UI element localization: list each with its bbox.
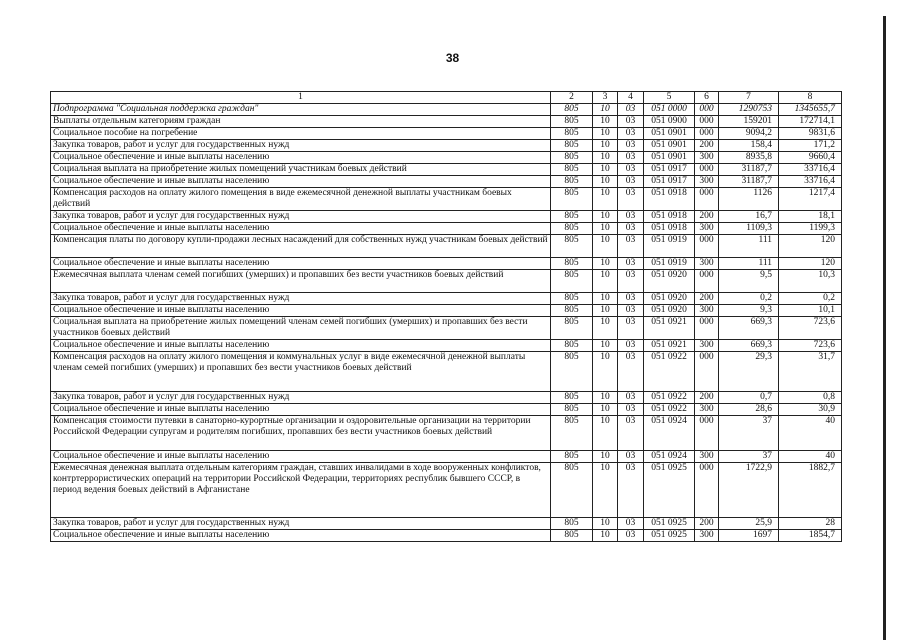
row-value-cell: 000 xyxy=(695,116,719,128)
row-name-cell: Выплаты отдельным категориям граждан xyxy=(51,116,551,128)
row-value-cell: 000 xyxy=(695,164,719,176)
row-value-cell: 051 0922 xyxy=(644,404,695,416)
row-name-cell: Компенсация платы по договору купли-продажи лесных насаждений для собственных нужд участникам боевых действий xyxy=(51,235,551,258)
table-row xyxy=(51,317,842,340)
row-value-cell: 300 xyxy=(695,451,719,463)
header-cell: 6 xyxy=(695,92,719,104)
row-value-cell: 051 0920 xyxy=(644,305,695,317)
table-row xyxy=(51,211,842,223)
row-value-cell: 172714,1 xyxy=(779,116,842,128)
row-value-cell: 1217,4 xyxy=(779,188,842,211)
row-value-cell: 10 xyxy=(593,518,618,530)
row-value-cell: 03 xyxy=(618,392,644,404)
table-row xyxy=(51,530,842,542)
row-value-cell: 10 xyxy=(593,530,618,542)
row-value-cell: 1722,9 xyxy=(719,463,779,518)
row-value-cell: 10 xyxy=(593,104,618,116)
row-value-cell: 37 xyxy=(719,416,779,451)
row-value-cell: 03 xyxy=(618,451,644,463)
row-value-cell: 30,9 xyxy=(779,404,842,416)
table-row xyxy=(51,258,842,270)
row-name-cell: Социальное обеспечение и иные выплаты населению xyxy=(51,223,551,235)
table-row xyxy=(51,116,842,128)
table-row xyxy=(51,293,842,305)
row-name-cell: Закупка товаров, работ и услуг для государственных нужд xyxy=(51,293,551,305)
row-value-cell: 03 xyxy=(618,152,644,164)
row-value-cell: 28,6 xyxy=(719,404,779,416)
table-row xyxy=(51,128,842,140)
row-value-cell: 805 xyxy=(551,317,593,340)
row-value-cell: 111 xyxy=(719,235,779,258)
table-row xyxy=(51,518,842,530)
table-row xyxy=(51,188,842,211)
row-value-cell: 10 xyxy=(593,416,618,451)
row-value-cell: 158,4 xyxy=(719,140,779,152)
row-value-cell: 805 xyxy=(551,258,593,270)
row-value-cell: 805 xyxy=(551,340,593,352)
row-value-cell: 0,8 xyxy=(779,392,842,404)
row-value-cell: 051 0925 xyxy=(644,530,695,542)
row-value-cell: 805 xyxy=(551,416,593,451)
row-value-cell: 03 xyxy=(618,270,644,293)
row-value-cell: 03 xyxy=(618,340,644,352)
row-value-cell: 10 xyxy=(593,235,618,258)
row-value-cell: 10 xyxy=(593,463,618,518)
row-value-cell: 9,5 xyxy=(719,270,779,293)
table-row xyxy=(51,463,842,518)
row-value-cell: 28 xyxy=(779,518,842,530)
row-value-cell: 31187,7 xyxy=(719,164,779,176)
table-row xyxy=(51,416,842,451)
row-value-cell: 805 xyxy=(551,293,593,305)
row-value-cell: 10 xyxy=(593,258,618,270)
row-value-cell: 805 xyxy=(551,451,593,463)
row-value-cell: 1199,3 xyxy=(779,223,842,235)
row-value-cell: 159201 xyxy=(719,116,779,128)
row-value-cell: 10 xyxy=(593,451,618,463)
row-value-cell: 200 xyxy=(695,211,719,223)
row-value-cell: 051 0901 xyxy=(644,140,695,152)
row-value-cell: 03 xyxy=(618,317,644,340)
row-value-cell: 10 xyxy=(593,140,618,152)
row-name-cell: Социальное обеспечение и иные выплаты населению xyxy=(51,152,551,164)
row-value-cell: 03 xyxy=(618,404,644,416)
row-value-cell: 805 xyxy=(551,518,593,530)
row-value-cell: 051 0901 xyxy=(644,152,695,164)
row-value-cell: 18,1 xyxy=(779,211,842,223)
row-value-cell: 805 xyxy=(551,188,593,211)
row-value-cell: 000 xyxy=(695,104,719,116)
row-value-cell: 1854,7 xyxy=(779,530,842,542)
row-value-cell: 40 xyxy=(779,451,842,463)
row-name-cell: Социальное обеспечение и иные выплаты населению xyxy=(51,451,551,463)
row-value-cell: 33716,4 xyxy=(779,164,842,176)
row-value-cell: 300 xyxy=(695,305,719,317)
row-value-cell: 10 xyxy=(593,404,618,416)
table-row xyxy=(51,404,842,416)
table-row xyxy=(51,340,842,352)
row-value-cell: 051 0918 xyxy=(644,223,695,235)
scan-edge-rule xyxy=(883,16,886,640)
row-value-cell: 171,2 xyxy=(779,140,842,152)
row-value-cell: 03 xyxy=(618,188,644,211)
row-value-cell: 0,2 xyxy=(779,293,842,305)
row-value-cell: 8935,8 xyxy=(719,152,779,164)
table-row xyxy=(51,164,842,176)
row-value-cell: 000 xyxy=(695,128,719,140)
row-value-cell: 03 xyxy=(618,463,644,518)
row-value-cell: 10 xyxy=(593,293,618,305)
table-row xyxy=(51,305,842,317)
header-cell: 3 xyxy=(593,92,618,104)
row-value-cell: 03 xyxy=(618,116,644,128)
row-value-cell: 805 xyxy=(551,352,593,392)
row-value-cell: 051 0922 xyxy=(644,392,695,404)
table-row xyxy=(51,451,842,463)
row-value-cell: 300 xyxy=(695,258,719,270)
row-value-cell: 300 xyxy=(695,530,719,542)
header-cell: 1 xyxy=(51,92,551,104)
row-value-cell: 805 xyxy=(551,305,593,317)
row-value-cell: 40 xyxy=(779,416,842,451)
row-name-cell: Закупка товаров, работ и услуг для государственных нужд xyxy=(51,140,551,152)
row-value-cell: 051 0900 xyxy=(644,116,695,128)
row-value-cell: 300 xyxy=(695,223,719,235)
row-value-cell: 0,2 xyxy=(719,293,779,305)
row-value-cell: 03 xyxy=(618,416,644,451)
row-name-cell: Закупка товаров, работ и услуг для государственных нужд xyxy=(51,211,551,223)
row-value-cell: 805 xyxy=(551,235,593,258)
row-name-cell: Социальное обеспечение и иные выплаты населению xyxy=(51,258,551,270)
row-name-cell: Компенсация стоимости путевки в санаторно-курортные организации и оздоровительные организации на территории Российской Федерации супругам и родителям погибших, пропавших без вести участников боевых действий xyxy=(51,416,551,451)
row-value-cell: 10 xyxy=(593,305,618,317)
header-cell: 2 xyxy=(551,92,593,104)
row-value-cell: 805 xyxy=(551,104,593,116)
row-value-cell: 03 xyxy=(618,128,644,140)
row-name-cell: Социальное пособие на погребение xyxy=(51,128,551,140)
row-value-cell: 03 xyxy=(618,530,644,542)
row-value-cell: 669,3 xyxy=(719,317,779,340)
row-value-cell: 000 xyxy=(695,317,719,340)
row-value-cell: 000 xyxy=(695,235,719,258)
row-value-cell: 051 0920 xyxy=(644,293,695,305)
row-value-cell: 10 xyxy=(593,188,618,211)
row-value-cell: 200 xyxy=(695,518,719,530)
row-value-cell: 03 xyxy=(618,104,644,116)
row-value-cell: 10,3 xyxy=(779,270,842,293)
table-row xyxy=(51,392,842,404)
row-value-cell: 10 xyxy=(593,340,618,352)
row-value-cell: 051 0925 xyxy=(644,518,695,530)
row-value-cell: 000 xyxy=(695,270,719,293)
row-value-cell: 805 xyxy=(551,223,593,235)
row-value-cell: 200 xyxy=(695,140,719,152)
header-cell: 8 xyxy=(779,92,842,104)
row-value-cell: 03 xyxy=(618,140,644,152)
row-name-cell: Подпрограмма "Социальная поддержка граждан" xyxy=(51,104,551,116)
row-value-cell: 000 xyxy=(695,416,719,451)
row-value-cell: 03 xyxy=(618,352,644,392)
row-value-cell: 31,7 xyxy=(779,352,842,392)
row-value-cell: 805 xyxy=(551,404,593,416)
row-value-cell: 805 xyxy=(551,176,593,188)
row-name-cell: Закупка товаров, работ и услуг для государственных нужд xyxy=(51,518,551,530)
row-value-cell: 000 xyxy=(695,352,719,392)
row-value-cell: 10 xyxy=(593,164,618,176)
row-name-cell: Компенсация расходов на оплату жилого помещения и коммунальных услуг в виде ежемесячной денежной выплаты членам семей погибших (умерших) и пропавших без вести участников боевых действий xyxy=(51,352,551,392)
row-value-cell: 1126 xyxy=(719,188,779,211)
row-value-cell: 805 xyxy=(551,463,593,518)
table-row xyxy=(51,140,842,152)
row-value-cell: 10,1 xyxy=(779,305,842,317)
row-value-cell: 10 xyxy=(593,270,618,293)
row-name-cell: Социальное обеспечение и иные выплаты населению xyxy=(51,404,551,416)
row-value-cell: 805 xyxy=(551,140,593,152)
row-value-cell: 051 0921 xyxy=(644,340,695,352)
row-value-cell: 10 xyxy=(593,392,618,404)
row-value-cell: 10 xyxy=(593,152,618,164)
row-value-cell: 0,7 xyxy=(719,392,779,404)
row-value-cell: 03 xyxy=(618,293,644,305)
row-value-cell: 9094,2 xyxy=(719,128,779,140)
row-value-cell: 16,7 xyxy=(719,211,779,223)
row-value-cell: 1109,3 xyxy=(719,223,779,235)
row-name-cell: Ежемесячная денежная выплата отдельным категориям граждан, ставших инвалидами в ходе вооруженных конфликтов, контртеррористических операций на территории Российской Федерации, территориях республик бывшего СССР, в период ведения боевых действий в Афганистане xyxy=(51,463,551,518)
table-row xyxy=(51,223,842,235)
row-value-cell: 37 xyxy=(719,451,779,463)
row-name-cell: Закупка товаров, работ и услуг для государственных нужд xyxy=(51,392,551,404)
row-value-cell: 051 0000 xyxy=(644,104,695,116)
row-value-cell: 051 0919 xyxy=(644,235,695,258)
row-value-cell: 051 0925 xyxy=(644,463,695,518)
row-value-cell: 051 0918 xyxy=(644,211,695,223)
row-value-cell: 03 xyxy=(618,305,644,317)
row-value-cell: 111 xyxy=(719,258,779,270)
row-value-cell: 1345655,7 xyxy=(779,104,842,116)
row-value-cell: 03 xyxy=(618,518,644,530)
table-header-row xyxy=(51,92,842,104)
row-value-cell: 805 xyxy=(551,211,593,223)
row-value-cell: 300 xyxy=(695,404,719,416)
row-value-cell: 051 0901 xyxy=(644,128,695,140)
row-value-cell: 200 xyxy=(695,293,719,305)
row-value-cell: 10 xyxy=(593,223,618,235)
row-value-cell: 03 xyxy=(618,223,644,235)
row-value-cell: 805 xyxy=(551,530,593,542)
row-name-cell: Социальное обеспечение и иные выплаты населению xyxy=(51,305,551,317)
row-value-cell: 051 0918 xyxy=(644,188,695,211)
header-cell: 5 xyxy=(644,92,695,104)
table-row xyxy=(51,270,842,293)
row-value-cell: 31187,7 xyxy=(719,176,779,188)
row-value-cell: 805 xyxy=(551,116,593,128)
row-value-cell: 051 0917 xyxy=(644,176,695,188)
row-value-cell: 10 xyxy=(593,317,618,340)
row-value-cell: 1290753 xyxy=(719,104,779,116)
row-name-cell: Социальная выплата на приобретение жилых помещений участникам боевых действий xyxy=(51,164,551,176)
row-name-cell: Социальное обеспечение и иные выплаты населению xyxy=(51,530,551,542)
row-value-cell: 03 xyxy=(618,211,644,223)
row-value-cell: 10 xyxy=(593,211,618,223)
row-value-cell: 10 xyxy=(593,116,618,128)
row-value-cell: 29,3 xyxy=(719,352,779,392)
row-value-cell: 300 xyxy=(695,152,719,164)
row-value-cell: 10 xyxy=(593,176,618,188)
row-value-cell: 000 xyxy=(695,463,719,518)
page-number: 38 xyxy=(445,51,460,65)
row-value-cell: 805 xyxy=(551,392,593,404)
row-value-cell: 051 0920 xyxy=(644,270,695,293)
row-value-cell: 10 xyxy=(593,128,618,140)
row-name-cell: Социальная выплата на приобретение жилых помещений членам семей погибших (умерших) и пропавших без вести участников боевых действий xyxy=(51,317,551,340)
row-value-cell: 723,6 xyxy=(779,317,842,340)
row-value-cell: 03 xyxy=(618,176,644,188)
row-value-cell: 1697 xyxy=(719,530,779,542)
row-value-cell: 000 xyxy=(695,188,719,211)
table-row xyxy=(51,152,842,164)
row-value-cell: 805 xyxy=(551,270,593,293)
row-value-cell: 1882,7 xyxy=(779,463,842,518)
row-value-cell: 669,3 xyxy=(719,340,779,352)
row-value-cell: 051 0922 xyxy=(644,352,695,392)
row-name-cell: Компенсация расходов на оплату жилого помещения в виде ежемесячной денежной выплаты участникам боевых действий xyxy=(51,188,551,211)
row-name-cell: Ежемесячная выплата членам семей погибших (умерших) и пропавших без вести участников боевых действий xyxy=(51,270,551,293)
table-row xyxy=(51,235,842,258)
row-value-cell: 051 0921 xyxy=(644,317,695,340)
table-row xyxy=(51,176,842,188)
row-value-cell: 051 0919 xyxy=(644,258,695,270)
row-name-cell: Социальное обеспечение и иные выплаты населению xyxy=(51,176,551,188)
row-value-cell: 33716,4 xyxy=(779,176,842,188)
row-value-cell: 25,9 xyxy=(719,518,779,530)
row-value-cell: 03 xyxy=(618,235,644,258)
row-value-cell: 805 xyxy=(551,164,593,176)
row-value-cell: 051 0917 xyxy=(644,164,695,176)
row-value-cell: 200 xyxy=(695,392,719,404)
budget-table xyxy=(50,91,842,542)
row-value-cell: 051 0924 xyxy=(644,451,695,463)
row-value-cell: 10 xyxy=(593,352,618,392)
row-value-cell: 9,3 xyxy=(719,305,779,317)
row-value-cell: 9831,6 xyxy=(779,128,842,140)
row-value-cell: 120 xyxy=(779,258,842,270)
row-name-cell: Социальное обеспечение и иные выплаты населению xyxy=(51,340,551,352)
row-value-cell: 805 xyxy=(551,152,593,164)
row-value-cell: 03 xyxy=(618,164,644,176)
header-cell: 4 xyxy=(618,92,644,104)
row-value-cell: 300 xyxy=(695,176,719,188)
row-value-cell: 051 0924 xyxy=(644,416,695,451)
row-value-cell: 723,6 xyxy=(779,340,842,352)
row-value-cell: 805 xyxy=(551,128,593,140)
header-cell: 7 xyxy=(719,92,779,104)
row-value-cell: 03 xyxy=(618,258,644,270)
table-row xyxy=(51,104,842,116)
row-value-cell: 9660,4 xyxy=(779,152,842,164)
row-value-cell: 120 xyxy=(779,235,842,258)
table-row xyxy=(51,352,842,392)
row-value-cell: 300 xyxy=(695,340,719,352)
